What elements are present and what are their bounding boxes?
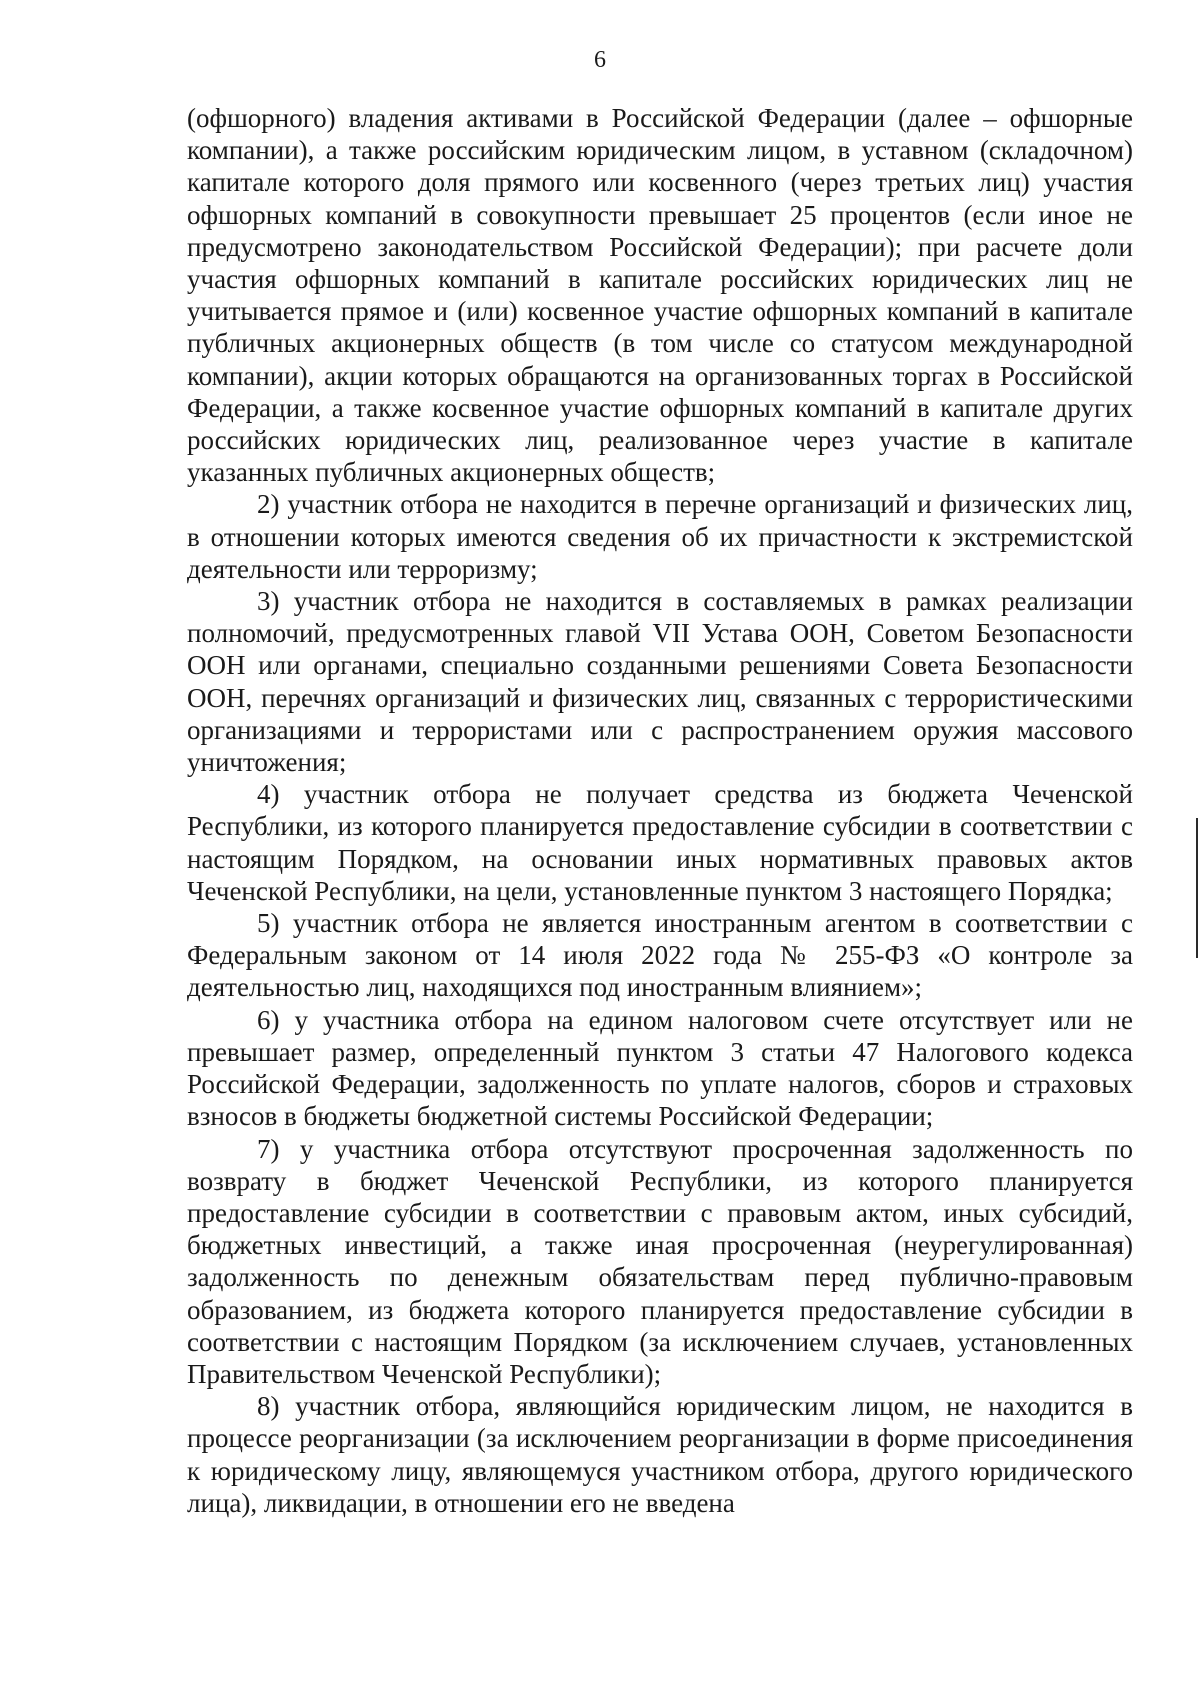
paragraph-item-2: 2) участник отбора не находится в перечне организаций и физических лиц, в отношении которых имеются сведения об их причастности к экстремистской деятельности или терроризму; xyxy=(187,489,1133,584)
paragraph-item-4: 4) участник отбора не получает средства из бюджета Чеченской Республики, из которого планируется предоставление субсидии в соответствии с настоящим Порядком, на основании иных нормативных правовых актов Чеченской Республики, на цели, установленные пунктом 3 настоящего Порядка; xyxy=(187,779,1133,906)
paragraph-offshore-continuation: (офшорного) владения активами в Российской Федерации (далее – офшорные компании), а также российским юридическим лицом, в уставном (складочном) капитале которого доля прямого или косвенного (через третьих лиц) участия офшорных компаний в совокупности превышает 25 процентов (если иное не предусмотрено законодательством Российской Федерации); при расчете доли участия офшорных компаний в капитале российских юридических лиц не учитывается прямое и (или) косвенное участие офшорных компаний в капитале публичных акционерных обществ (в том числе со статусом международной компании), акции которых обращаются на организованных торгах в Российской Федерации, а также косвенное участие офшорных компаний в капитале других российских юридических лиц, реализованное через участие в капитале указанных публичных акционерных обществ; xyxy=(187,103,1133,488)
document-body xyxy=(187,102,1133,1519)
paragraph-item-6: 6) у участника отбора на едином налоговом счете отсутствует или не превышает размер, определенный пунктом 3 статьи 47 Налогового кодекса Российской Федерации, задолженность по уплате налогов, сборов и страховых взносов в бюджеты бюджетной системы Российской Федерации; xyxy=(187,1004,1133,1132)
paragraph-item-3: 3) участник отбора не находится в составляемых в рамках реализации полномочий, предусмотренных главой VII Устава ООН, Советом Безопасности ООН или органами, специально созданными решениями Совета Безопасности ООН, перечнях организаций и физических лиц, связанных с террористическими организациями и террористами или с распространением оружия массового уничтожения; xyxy=(187,586,1133,778)
paragraph-item-8: 8) участник отбора, являющийся юридическим лицом, не находится в процессе реорганизации (за исключением реорганизации в форме присоединения к юридическому лицу, являющемуся участником отбора, другого юридического лица), ликвидации, в отношении его не введена xyxy=(187,1391,1133,1518)
scan-edge-mark xyxy=(1196,818,1198,958)
paragraph-item-7: 7) у участника отбора отсутствуют просроченная задолженность по возврату в бюджет Чеченской Республики, из которого планируется предоставление субсидии в соответствии с правовым актом, иных субсидий, бюджетных инвестиций, а также иная просроченная (неурегулированная) задолженность по денежным обязательствам перед публично-правовым образованием, из бюджета которого планируется предоставление субсидии в соответствии с настоящим Порядком (за исключением случаев, установленных Правительством Чеченской Республики); xyxy=(187,1133,1133,1389)
paragraph-item-5: 5) участник отбора не является иностранным агентом в соответствии с Федеральным законом от 14 июля 2022 года № 255-ФЗ «О контроле за деятельностью лиц, находящихся под иностранным влиянием»; xyxy=(187,908,1133,1003)
page-number: 6 xyxy=(594,47,606,73)
